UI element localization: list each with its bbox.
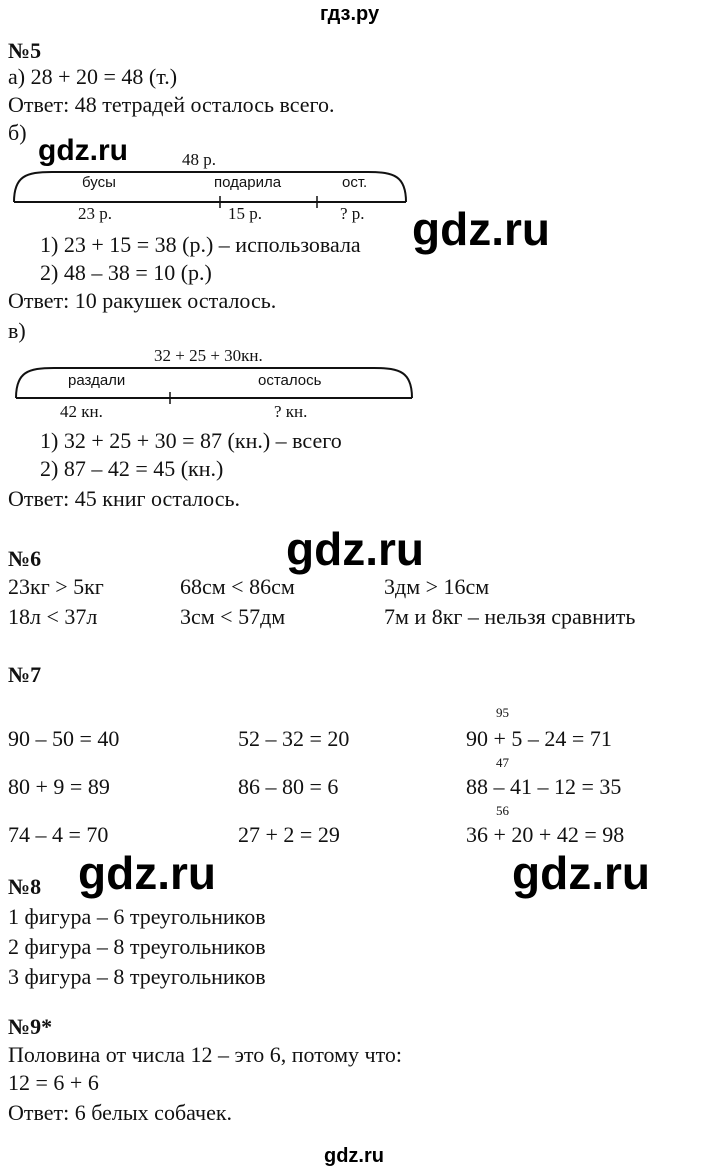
diagram-b-seg-2: подарила — [214, 174, 282, 191]
task6-cell: 7м и 8кг – нельзя сравнить — [384, 604, 636, 629]
task7-expr: 74 – 4 = 70 — [8, 822, 109, 847]
task7-note: 47 — [496, 755, 509, 770]
watermark: gdz.ru — [512, 847, 650, 899]
task7-expr: 80 + 9 = 89 — [8, 774, 110, 799]
task7-heading: №7 — [8, 662, 42, 687]
task5-v-label: в) — [8, 318, 26, 343]
task8-line: 3 фигура – 8 треугольников — [8, 964, 266, 989]
task9-heading: №9* — [8, 1014, 53, 1039]
site-header: гдз.ру — [320, 3, 380, 25]
task7-expr: 90 – 50 = 40 — [8, 726, 120, 751]
task6-cell: 68см < 86см — [180, 574, 295, 599]
task7-expr: 36 + 20 + 42 = 98 — [466, 822, 625, 847]
task5-heading: №5 — [8, 38, 42, 63]
task7-expr: 86 – 80 = 6 — [238, 774, 339, 799]
diagram-b-seg-1: бусы — [82, 174, 116, 191]
task9-line: Ответ: 6 белых собачек. — [8, 1100, 233, 1125]
diagram-b-val-3: ? р. — [340, 204, 365, 223]
task7-expr: 52 – 32 = 20 — [238, 726, 350, 751]
watermark: gdz.ru — [286, 523, 424, 575]
task7-expr: 88 – 41 – 12 = 35 — [466, 774, 622, 799]
diagram-b-val-1: 23 р. — [78, 204, 112, 223]
task8-line: 1 фигура – 6 треугольников — [8, 904, 266, 929]
task6-cell: 3см < 57дм — [180, 604, 286, 629]
task5-a-answer: Ответ: 48 тетрадей осталось всего. — [8, 92, 335, 117]
diagram-v-val-1: 42 кн. — [60, 402, 103, 421]
task9-line: Половина от числа 12 – это 6, потому что: — [8, 1042, 403, 1067]
task6-cell: 18л < 37л — [8, 604, 98, 629]
task8-heading: №8 — [8, 874, 42, 899]
watermark: gdz.ru — [78, 847, 216, 899]
diagram-b-total: 48 р. — [182, 150, 216, 169]
task5-v-answer: Ответ: 45 книг осталось. — [8, 486, 240, 511]
site-footer: gdz.ru — [324, 1145, 384, 1167]
watermark: gdz.ru — [38, 134, 128, 167]
task7-note: 95 — [496, 705, 509, 720]
watermark: gdz.ru — [412, 203, 550, 255]
task7-expr: 27 + 2 = 29 — [238, 822, 340, 847]
task7-note: 56 — [496, 803, 509, 818]
task5-a-line: а) 28 + 20 = 48 (т.) — [8, 64, 178, 89]
diagram-b-seg-3: ост. — [342, 174, 368, 191]
task5-b-step-1: 1) 23 + 15 = 38 (р.) – использовала — [40, 232, 361, 257]
diagram-v-val-2: ? кн. — [274, 402, 308, 421]
task5-v-step-2: 2) 87 – 42 = 45 (кн.) — [40, 456, 224, 481]
task7-expr: 90 + 5 – 24 = 71 — [466, 726, 612, 751]
task6-cell: 23кг > 5кг — [8, 574, 104, 599]
task8-line: 2 фигура – 8 треугольников — [8, 934, 266, 959]
diagram-v-total: 32 + 25 + 30кн. — [154, 346, 263, 365]
diagram-b-val-2: 15 р. — [228, 204, 262, 223]
task5-b-step-2: 2) 48 – 38 = 10 (р.) — [40, 260, 212, 285]
task5-b-label: б) — [8, 120, 27, 145]
diagram-v-seg-1: раздали — [68, 372, 126, 389]
task5-v-step-1: 1) 32 + 25 + 30 = 87 (кн.) – всего — [40, 428, 342, 453]
task5-b-answer: Ответ: 10 ракушек осталось. — [8, 288, 277, 313]
task9-line: 12 = 6 + 6 — [8, 1070, 99, 1095]
task6-heading: №6 — [8, 546, 42, 571]
task6-cell: 3дм > 16см — [384, 574, 490, 599]
diagram-v-seg-2: осталось — [258, 372, 322, 389]
